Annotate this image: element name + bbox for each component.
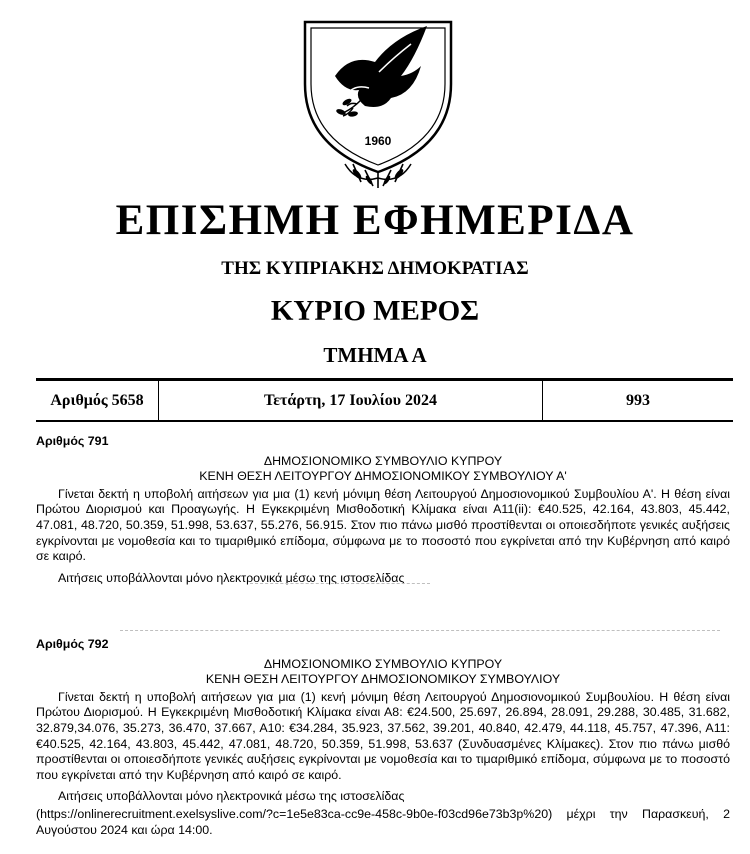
- gazette-section: ΤΜΗΜΑ Α: [323, 343, 427, 367]
- page-number: 993: [626, 391, 650, 409]
- notice-heading: ΔΗΜΟΣΙΟΝΟΜΙΚΟ ΣΥΜΒΟΥΛΙΟ ΚΥΠΡΟΥ: [263, 656, 503, 671]
- notice-body: Γίνεται δεκτή η υποβολή αιτήσεων για μια (1) κενή μόνιμη θέση Λειτουργού Δημοσιονομικού Συμβουλίου Α'. Η θέση είναι Πρώτου Διορισμού και Προαγωγής. Η Εγκεκριμένη Μισθοδοτική Κλίμακα είναι Α11(ii): €40.525, 42.164, 43.803, 45.442, 47.081, 48.720, 50.359, 51.998, 53.637, 55.276, 56.915. Στον πιο πάνω μισθό προστίθενται οι οποιεσδήποτε γενικές αυξήσεις εγκρίνονται με νομοθεσία και το τιμαριθμικό επίδομα, σύμφωνα με το ποσοστό που εγκρίνεται από την Κυβέρνηση από καιρό σε καιρό.: [36, 486, 730, 564]
- notice-body: Γίνεται δεκτή η υποβολή αιτήσεων για μια (1) κενή μόνιμη θέση Λειτουργού Δημοσιονομικού Συμβουλίου. Η θέση είναι Πρώτου Διορισμού. Η Εγκεκριμένη Μισθοδοτική Κλίμακα είναι Α8: €24.500, 25.697, 26.894, 28.091, 29.288, 30.485, 31.682, 32.879,34.076, 35.273, 36.470, 37.667, Α10: €34.284, 35.923, 37.562, 39.201, 40.840, 42.479, 44.118, 45.757, 47.396, Α11: €40.525, 42.164, 43.803, 45.442, 47.081, 48.720, 50.359, 51.998, 53.637 (Συνδυασμένες Κλίμακες). Στον πιο πάνω μισθό προστίθενται οι οποιεσδήποτε γενικές αυξήσεις εγκρίνονται με νομοθεσία και το τιμαριθμικό επίδομα, σύμφωνα με το ποσοστό που εγκρίνεται από την Κυβέρνηση από καιρό σε καιρό.: [36, 689, 730, 782]
- notice-url-deadline: (https://onlinerecruitment.exelsyslive.com/?c=1e5e83ca-cc9e-458c-9b0e-f03cd96e73b3p%20) μέχρι την Παρασκευή, 2 Αυγούστου 2024 και ώρα 14:00.: [36, 806, 730, 837]
- gazette-part: ΚΥΡΙΟ ΜΕΡΟΣ: [270, 295, 480, 327]
- notice-subheading: ΚΕΝΗ ΘΕΣΗ ΛΕΙΤΟΥΡΓΟΥ ΔΗΜΟΣΙΟΝΟΜΙΚΟΥ ΣΥΜΒΟΥΛΙΟΥ: [205, 672, 561, 687]
- faint-scan-line: [250, 583, 430, 584]
- notice-792: [36, 637, 730, 838]
- notice-number: Αριθμός 791: [36, 434, 109, 448]
- notice-apply-text: Αιτήσεις υποβάλλονται μόνο ηλεκτρονικά μέσω της ιστοσελίδας: [58, 789, 405, 804]
- notice-heading: ΔΗΜΟΣΙΟΝΟΜΙΚΟ ΣΥΜΒΟΥΛΙΟ ΚΥΠΡΟΥ: [263, 453, 503, 468]
- issue-date: Τετάρτη, 17 Ιουλίου 2024: [159, 381, 543, 420]
- notice-number: Αριθμός 792: [36, 637, 109, 651]
- emblem-year: 1960: [364, 134, 392, 148]
- issue-info-bar: [36, 378, 733, 422]
- coat-of-arms-emblem: [295, 14, 461, 190]
- notice-791: [36, 434, 730, 586]
- notice-apply-text: Αιτήσεις υποβάλλονται μόνο ηλεκτρονικά μέσω της ιστοσελίδας: [58, 570, 405, 585]
- notice-subheading: ΚΕΝΗ ΘΕΣΗ ΛΕΙΤΟΥΡΓΟΥ ΔΗΜΟΣΙΟΝΟΜΙΚΟΥ ΣΥΜΒΟΥΛΙΟΥ Α': [199, 469, 567, 484]
- gazette-title: ΕΠΙΣΗΜΗ ΕΦΗΜΕΡΙΔΑ: [115, 197, 635, 244]
- dove-shield-icon: [295, 14, 461, 190]
- issue-number: Αριθμός 5658: [36, 381, 159, 420]
- gazette-subtitle: ΤΗΣ ΚΥΠΡΙΑΚΗΣ ΔΗΜΟΚΡΑΤΙΑΣ: [221, 258, 529, 279]
- faint-scan-line: [120, 630, 720, 631]
